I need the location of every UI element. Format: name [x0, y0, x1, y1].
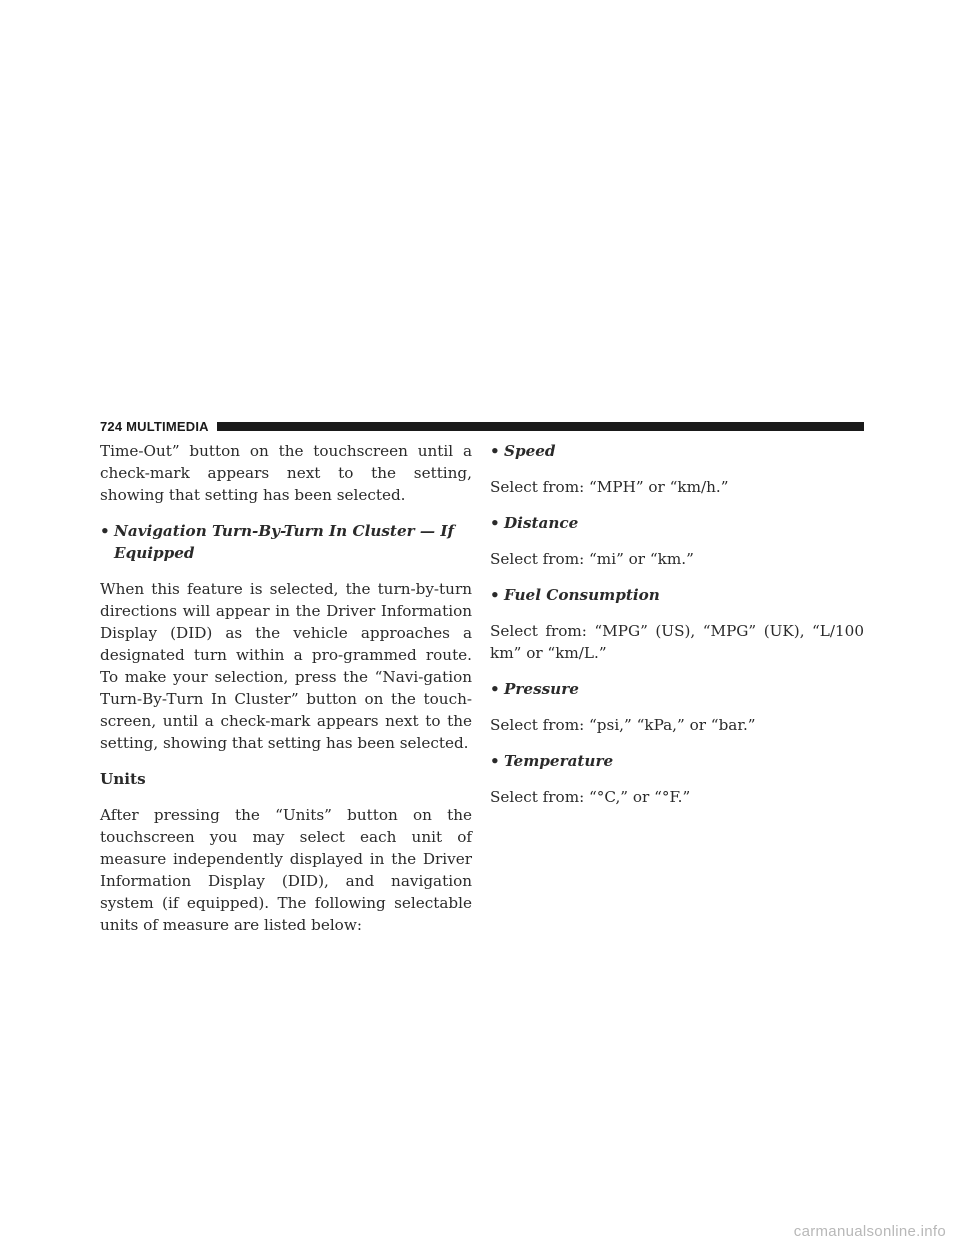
bullet-temperature — [490, 750, 864, 772]
paragraph-timeout: Time-Out” button on the touchscreen until a check-mark appears next to the setting, showing that setting has been selected. — [100, 442, 472, 504]
bullet-dot: • — [490, 752, 500, 770]
paragraph-temperature: Select from: “°C,” or “°F.” — [490, 788, 691, 806]
paragraph-units: After pressing the “Units” button on the touchscreen you may select each unit of measure independently displayed in the Driver Information Display (DID), and navigation system (if equipped). The following selectable units of measure are listed below: — [100, 806, 472, 934]
bullet-dot: • — [490, 514, 500, 532]
bullet-dot: • — [490, 442, 500, 460]
bullet-label: Pressure — [504, 680, 579, 698]
bullet-speed — [490, 440, 864, 462]
page-number-section: 724 MULTIMEDIA — [100, 418, 209, 434]
paragraph-distance: Select from: “mi” or “km.” — [490, 550, 694, 568]
bullet-dot: • — [490, 680, 500, 698]
bullet-distance — [490, 512, 864, 534]
bullet-label: Speed — [504, 442, 556, 460]
bullet-label: Fuel Consumption — [504, 586, 660, 604]
paragraph-turn-by-turn: When this feature is selected, the turn-by-turn directions will appear in the Driver Information Display (DID) as the vehicle approaches a designated turn within a pro-grammed route. To make your selection, press the “Navi-gation Turn-By-Turn In Cluster” button on the touch-screen, until a check-mark appears next to the setting, showing that setting has been selected. — [100, 580, 472, 752]
page-header — [100, 418, 864, 434]
header-rule — [217, 422, 864, 431]
bullet-fuel-consumption — [490, 584, 864, 606]
bullet-dot: • — [490, 586, 500, 604]
bullet-label: Navigation Turn-By-Turn In Cluster — If Equipped — [114, 522, 455, 562]
paragraph-fuel-consumption: Select from: “MPG” (US), “MPG” (UK), “L/100 km” or “km/L.” — [490, 622, 864, 662]
bullet-navigation-turn-by-turn — [100, 520, 472, 564]
right-column — [490, 440, 864, 822]
paragraph-pressure: Select from: “psi,” “kPa,” or “bar.” — [490, 716, 756, 734]
bullet-pressure — [490, 678, 864, 700]
left-column — [100, 440, 472, 950]
bullet-label: Temperature — [504, 752, 614, 770]
bullet-dot: • — [100, 522, 110, 540]
paragraph-speed: Select from: “MPH” or “km/h.” — [490, 478, 729, 496]
watermark-text: carmanualsonline.info — [793, 1223, 946, 1240]
heading-units: Units — [100, 770, 146, 788]
bullet-label: Distance — [504, 514, 579, 532]
